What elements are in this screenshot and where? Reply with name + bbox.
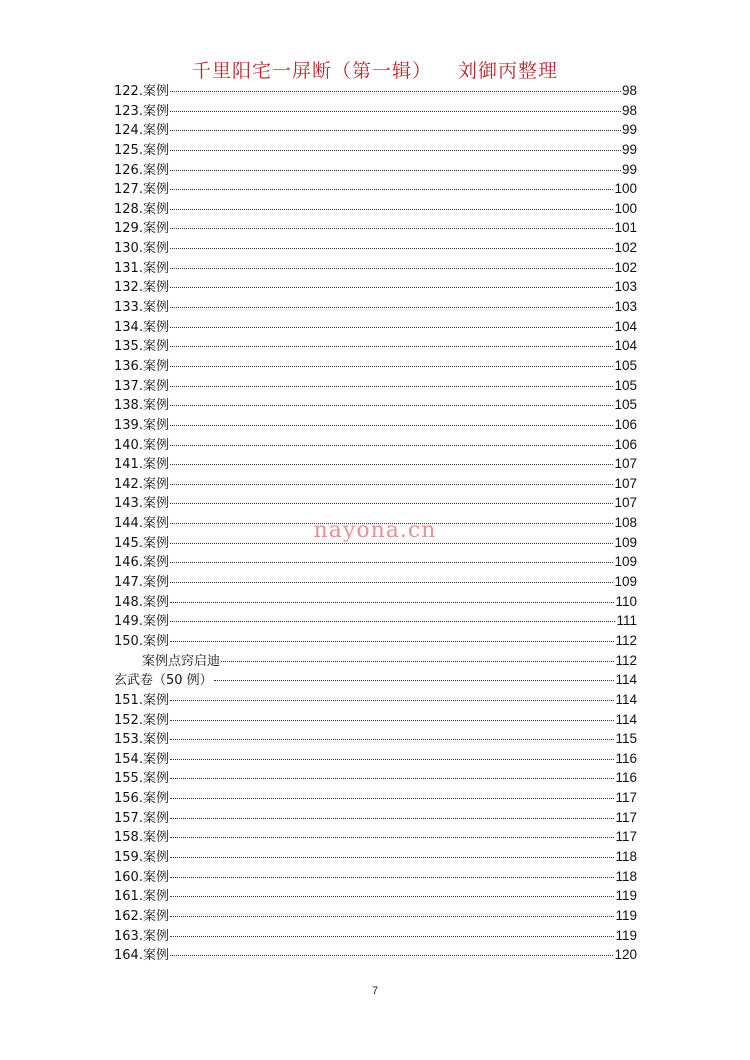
toc-entry-label: 148.案例 [114, 594, 169, 610]
toc-entry[interactable] [114, 395, 637, 415]
toc-entry[interactable] [114, 710, 637, 730]
toc-entry-page: 118 [615, 848, 637, 864]
document-title: 千里阳宅一屏断（第一辑） [191, 60, 432, 82]
toc-entry[interactable] [114, 611, 637, 631]
toc-entry[interactable] [114, 140, 637, 160]
toc-entry-label: 130.案例 [114, 241, 169, 257]
toc-entry[interactable] [114, 336, 637, 356]
toc-entry-page: 112 [615, 652, 637, 668]
toc-dot-leader [170, 150, 621, 151]
toc-entry-page: 114 [615, 691, 637, 707]
toc-entry-label: 124.案例 [114, 123, 169, 139]
toc-entry-page: 107 [614, 495, 637, 511]
toc-dot-leader [170, 720, 615, 721]
toc-dot-leader [170, 248, 614, 249]
toc-entry-page: 99 [621, 161, 637, 177]
toc-entry-label: 146.案例 [114, 555, 169, 571]
toc-dot-leader [170, 307, 614, 308]
toc-entry-label: 136.案例 [114, 358, 169, 374]
toc-entry-page: 104 [614, 318, 637, 334]
toc-entry[interactable] [114, 297, 637, 317]
toc-entry-page: 105 [614, 397, 637, 413]
toc-entry-label: 151.案例 [114, 692, 169, 708]
toc-dot-leader [170, 209, 614, 210]
toc-entry-page: 117 [615, 809, 637, 825]
toc-entry[interactable] [114, 867, 637, 887]
toc-entry-page: 115 [615, 731, 637, 747]
toc-entry-page: 104 [614, 338, 637, 354]
toc-entry[interactable] [114, 218, 637, 238]
toc-dot-leader [170, 386, 614, 387]
toc-entry-label: 162.案例 [114, 908, 169, 924]
toc-entry-page: 116 [615, 750, 637, 766]
toc-dot-leader [170, 936, 615, 937]
toc-entry[interactable] [114, 670, 637, 690]
toc-dot-leader [170, 366, 614, 367]
toc-dot-leader [170, 700, 615, 701]
toc-entry[interactable] [114, 906, 637, 926]
toc-entry[interactable] [114, 768, 637, 788]
toc-dot-leader [170, 445, 614, 446]
toc-entry-label: 135.案例 [114, 339, 169, 355]
toc-entry-label: 126.案例 [114, 162, 169, 178]
toc-entry-page: 101 [614, 220, 637, 236]
toc-entry[interactable] [114, 317, 637, 337]
toc-entry-label: 141.案例 [114, 457, 169, 473]
toc-dot-leader [170, 778, 615, 779]
toc-entry-label: 123.案例 [114, 103, 169, 119]
toc-entry-page: 105 [614, 357, 637, 373]
toc-entry[interactable] [114, 415, 637, 435]
toc-dot-leader [170, 955, 614, 956]
toc-entry-page: 117 [615, 790, 637, 806]
toc-entry-page: 109 [614, 534, 637, 550]
toc-entry-page: 99 [621, 141, 637, 157]
toc-entry-page: 119 [615, 907, 637, 923]
toc-dot-leader [170, 405, 614, 406]
toc-dot-leader [170, 582, 614, 583]
toc-dot-leader [170, 346, 614, 347]
toc-entry[interactable] [114, 376, 637, 396]
toc-entry[interactable] [114, 552, 637, 572]
toc-dot-leader [170, 916, 615, 917]
toc-dot-leader [170, 503, 614, 504]
toc-dot-leader [170, 837, 615, 838]
toc-entry-label: 147.案例 [114, 575, 169, 591]
toc-dot-leader [170, 818, 615, 819]
toc-entry[interactable] [114, 474, 637, 494]
toc-entry-page: 103 [614, 299, 637, 315]
toc-entry-page: 114 [615, 672, 637, 688]
toc-dot-leader [170, 130, 621, 131]
toc-entry-page: 118 [615, 868, 637, 884]
page-header [0, 56, 750, 83]
toc-entry-page: 108 [614, 515, 637, 531]
toc-entry-label: 158.案例 [114, 830, 169, 846]
toc-entry-label: 125.案例 [114, 142, 169, 158]
toc-dot-leader [170, 621, 616, 622]
toc-entry-label: 163.案例 [114, 928, 169, 944]
toc-entry[interactable] [114, 356, 637, 376]
toc-entry-page: 109 [614, 554, 637, 570]
toc-entry-label: 164.案例 [114, 948, 169, 964]
toc-dot-leader [170, 896, 615, 897]
toc-entry[interactable] [114, 572, 637, 592]
toc-dot-leader [170, 759, 615, 760]
toc-entry-label: 154.案例 [114, 751, 169, 767]
toc-entry-page: 116 [615, 770, 637, 786]
toc-dot-leader [170, 464, 614, 465]
toc-entry-page: 112 [615, 632, 637, 648]
toc-dot-leader [170, 268, 614, 269]
toc-entry[interactable] [114, 945, 637, 965]
toc-entry-page: 107 [614, 456, 637, 472]
toc-entry-label: 127.案例 [114, 182, 169, 198]
toc-entry-label: 140.案例 [114, 437, 169, 453]
toc-dot-leader [170, 739, 615, 740]
toc-entry-label: 155.案例 [114, 771, 169, 787]
toc-dot-leader [170, 170, 621, 171]
toc-entry[interactable] [114, 101, 637, 121]
toc-dot-leader [170, 189, 614, 190]
toc-entry-label: 139.案例 [114, 417, 169, 433]
toc-dot-leader [170, 562, 614, 563]
toc-entry[interactable] [114, 238, 637, 258]
toc-entry[interactable] [114, 454, 637, 474]
toc-entry-page: 99 [621, 122, 637, 138]
toc-entry-label: 149.案例 [114, 614, 169, 630]
toc-entry-label: 150.案例 [114, 633, 169, 649]
toc-entry-label: 157.案例 [114, 810, 169, 826]
toc-entry[interactable] [114, 258, 637, 278]
toc-entry[interactable] [114, 631, 637, 651]
toc-entry-page: 110 [615, 593, 637, 609]
toc-entry[interactable] [114, 160, 637, 180]
watermark: nayona.cn [313, 518, 437, 543]
toc-entry-page: 105 [614, 377, 637, 393]
toc-entry[interactable] [114, 729, 637, 749]
toc-dot-leader [170, 228, 614, 229]
toc-dot-leader [221, 661, 614, 662]
toc-dot-leader [170, 425, 614, 426]
toc-entry-label: 案例点窍启迪 [142, 653, 221, 669]
toc-entry-label: 132.案例 [114, 280, 169, 296]
toc-entry[interactable] [114, 435, 637, 455]
toc-dot-leader [214, 680, 615, 681]
toc-entry-label: 156.案例 [114, 791, 169, 807]
toc-entry[interactable] [114, 493, 637, 513]
toc-entry-label: 129.案例 [114, 221, 169, 237]
toc-entry-label: 142.案例 [114, 476, 169, 492]
toc-entry[interactable] [114, 179, 637, 199]
toc-entry-page: 117 [615, 829, 637, 845]
toc-entry[interactable] [114, 81, 637, 101]
toc-entry[interactable] [114, 926, 637, 946]
toc-entry-label: 161.案例 [114, 889, 169, 905]
toc-entry-page: 114 [615, 711, 637, 727]
toc-dot-leader [170, 798, 615, 799]
toc-entry-label: 138.案例 [114, 398, 169, 414]
toc-entry-page: 98 [621, 102, 637, 118]
toc-entry-label: 152.案例 [114, 712, 169, 728]
toc-entry-label: 159.案例 [114, 849, 169, 865]
toc-entry-label: 145.案例 [114, 535, 169, 551]
document-author: 刘御丙整理 [458, 60, 559, 82]
toc-entry-page: 120 [614, 947, 637, 963]
toc-entry[interactable] [114, 749, 637, 769]
toc-dot-leader [170, 602, 615, 603]
toc-entry-page: 107 [614, 475, 637, 491]
toc-entry-page: 102 [614, 259, 637, 275]
toc-entry-label: 128.案例 [114, 201, 169, 217]
toc-entry-page: 103 [614, 279, 637, 295]
toc-dot-leader [170, 641, 615, 642]
toc-entry-label: 134.案例 [114, 319, 169, 335]
toc-entry[interactable] [114, 120, 637, 140]
toc-entry[interactable] [114, 277, 637, 297]
toc-entry[interactable] [114, 827, 637, 847]
toc-entry-page: 106 [614, 436, 637, 452]
toc-entry-page: 119 [615, 888, 637, 904]
toc-entry-label: 153.案例 [114, 732, 169, 748]
toc-entry[interactable] [114, 808, 637, 828]
toc-entry-label: 131.案例 [114, 260, 169, 276]
toc-entry[interactable] [114, 199, 637, 219]
toc-dot-leader [170, 877, 615, 878]
toc-dot-leader [170, 327, 614, 328]
toc-entry-label: 122.案例 [114, 84, 169, 99]
toc-entry-label: 160.案例 [114, 869, 169, 885]
toc-entry-page: 102 [614, 240, 637, 256]
toc-entry-page: 98 [621, 83, 637, 98]
toc-entry-label: 137.案例 [114, 378, 169, 394]
toc-entry-label: 144.案例 [114, 516, 169, 532]
toc-entry[interactable] [114, 690, 637, 710]
toc-entry[interactable] [114, 651, 637, 671]
toc-entry-page: 119 [615, 927, 637, 943]
toc-entry-page: 100 [614, 181, 637, 197]
toc-entry-label: 143.案例 [114, 496, 169, 512]
toc-entry-page: 111 [616, 613, 637, 629]
toc-dot-leader [170, 287, 614, 288]
toc-dot-leader [170, 111, 621, 112]
page-number: 7 [371, 985, 379, 997]
toc-entry-page: 100 [614, 200, 637, 216]
toc-entry[interactable] [114, 592, 637, 612]
toc-entry[interactable] [114, 886, 637, 906]
toc-entry-label: 133.案例 [114, 300, 169, 316]
toc-dot-leader [170, 484, 614, 485]
toc-dot-leader [170, 91, 621, 92]
toc-entry-page: 109 [614, 574, 637, 590]
toc-entry-page: 106 [614, 416, 637, 432]
toc-entry-label: 玄武卷（50 例） [114, 673, 213, 689]
toc-entry[interactable] [114, 847, 637, 867]
toc-dot-leader [170, 857, 615, 858]
toc-entry[interactable] [114, 788, 637, 808]
